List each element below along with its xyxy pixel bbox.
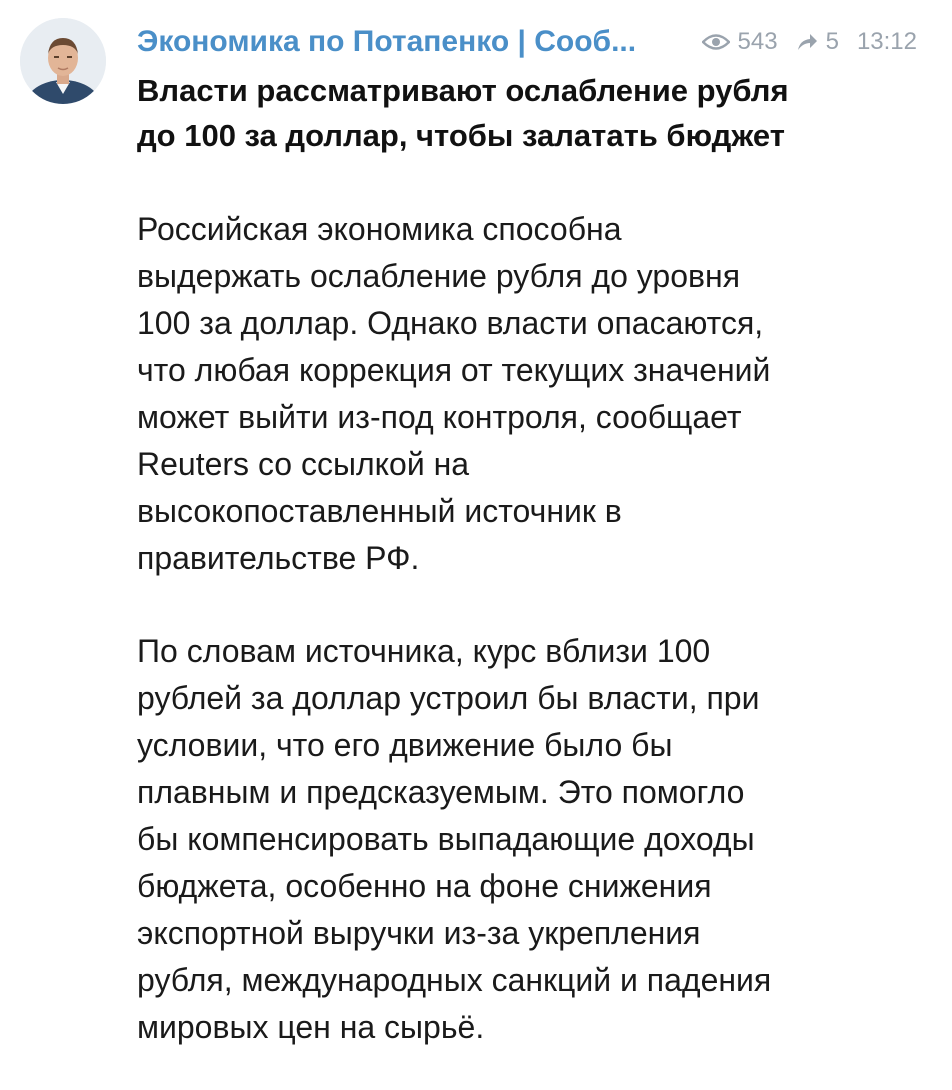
paragraph-line: Reuters со ссылкой на (137, 446, 470, 482)
paragraph-line: условии, что его движение было бы (137, 727, 673, 763)
post-paragraph-1 (137, 206, 927, 582)
paragraph-line: бюджета, особенно на фоне снижения (137, 868, 712, 904)
paragraph-line: 100 за доллар. Однако власти опасаются, (137, 305, 764, 341)
post-header (137, 18, 937, 62)
post-title (137, 68, 927, 158)
forwards-count: 5 (825, 28, 839, 55)
paragraph-line: плавным и предсказуемым. Это помогло (137, 774, 745, 810)
channel-avatar[interactable] (20, 18, 106, 104)
paragraph-line: мировых цен на сырьё. (137, 1009, 485, 1045)
forward-arrow-icon (796, 32, 818, 52)
paragraph-line: может выйти из-под контроля, сообщает (137, 399, 742, 435)
avatar-portrait-icon (20, 18, 106, 104)
paragraph-line: экспортной выручки из-за укрепления (137, 915, 701, 951)
post-title-line: Власти рассматривают ослабление рубля (137, 73, 789, 108)
paragraph-line: что любая коррекция от текущих значений (137, 352, 771, 388)
post-paragraph-2 (137, 628, 927, 1051)
channel-name[interactable]: Экономика по Потапенко | Сооб... (137, 25, 637, 58)
paragraph-line: правительстве РФ. (137, 540, 420, 576)
paragraph-line: Российская экономика способна (137, 211, 622, 247)
paragraph-line: По словам источника, курс вблизи 100 (137, 633, 711, 669)
paragraph-line: рублей за доллар устроил бы власти, при (137, 680, 760, 716)
paragraph-line: выдержать ослабление рубля до уровня (137, 258, 741, 294)
views-count: 543 (737, 28, 778, 55)
paragraph-line: бы компенсировать выпадающие доходы (137, 821, 755, 857)
paragraph-line: высокопоставленный источник в (137, 493, 622, 529)
post-meta (702, 22, 917, 62)
post-content (137, 68, 927, 1051)
post-time: 13:12 (856, 28, 917, 55)
paragraph-line: рубля, международных санкций и падения (137, 962, 772, 998)
eye-icon (702, 33, 730, 51)
post-title-line: до 100 за доллар, чтобы залатать бюджет (137, 118, 785, 153)
